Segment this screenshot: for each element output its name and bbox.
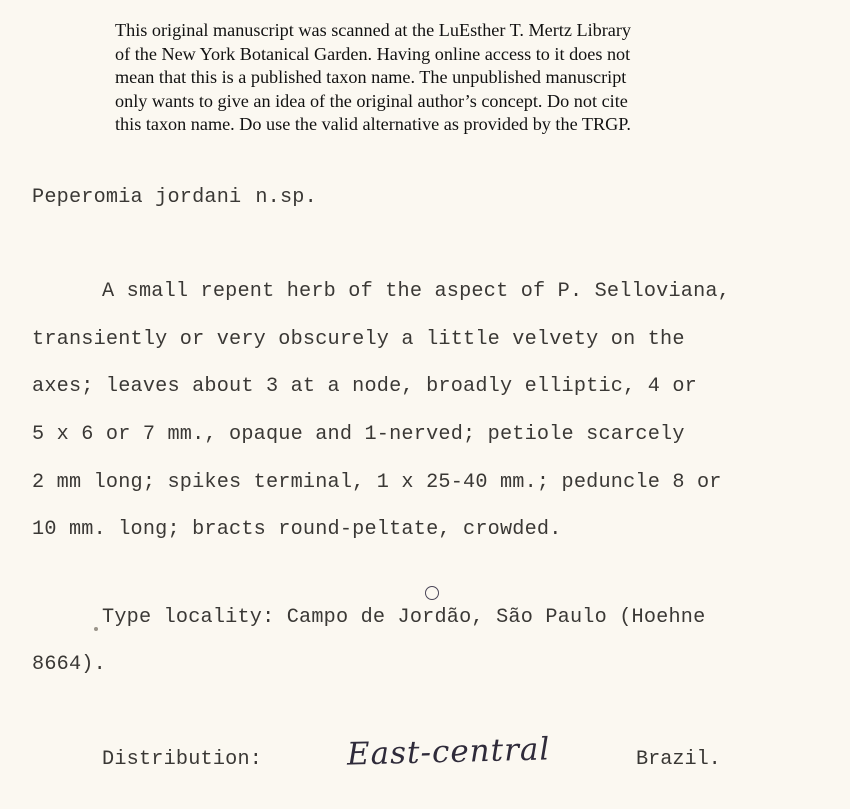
distribution-label: Distribution: [102, 748, 263, 771]
type-locality-line: 8664). [32, 653, 106, 676]
disclaimer-line: this taxon name. Do use the valid alternative as provided by the TRGP. [115, 114, 631, 135]
handwritten-correction-mark [425, 586, 439, 600]
distribution-handwritten: East-central [346, 731, 551, 773]
species-description [32, 280, 730, 566]
disclaimer-line: of the New York Botanical Garden. Having online access to it does not [115, 43, 631, 64]
species-name: Peperomia jordani [32, 186, 242, 209]
species-status: n.sp. [255, 186, 317, 209]
description-line: 10 mm. long; bracts round-peltate, crowded. [32, 518, 562, 542]
distribution-country: Brazil. [636, 748, 721, 771]
description-line: axes; leaves about 3 at a node, broadly elliptic, 4 or [32, 375, 697, 399]
disclaimer-line: mean that this is a published taxon name. The unpublished manuscript [115, 67, 627, 88]
description-line: transiently or very obscurely a little velvety on the [32, 327, 685, 351]
type-locality-line: Type locality: Campo de Jordão, São Paulo (Hoehne [102, 606, 706, 629]
description-line: 5 x 6 or 7 mm., opaque and 1-nerved; petiole scarcely [32, 423, 685, 447]
description-line: A small repent herb of the aspect of P. Selloviana, [102, 280, 731, 303]
description-line: 2 mm long; spikes terminal, 1 x 25-40 mm.; peduncle 8 or [32, 470, 722, 494]
type-locality [32, 606, 705, 700]
disclaimer-line: only wants to give an idea of the original author’s concept. Do not cite [115, 90, 628, 111]
species-title [32, 186, 317, 209]
disclaimer-line: This original manuscript was scanned at the LuEsther T. Mertz Library [115, 20, 631, 40]
library-disclaimer [115, 19, 755, 137]
